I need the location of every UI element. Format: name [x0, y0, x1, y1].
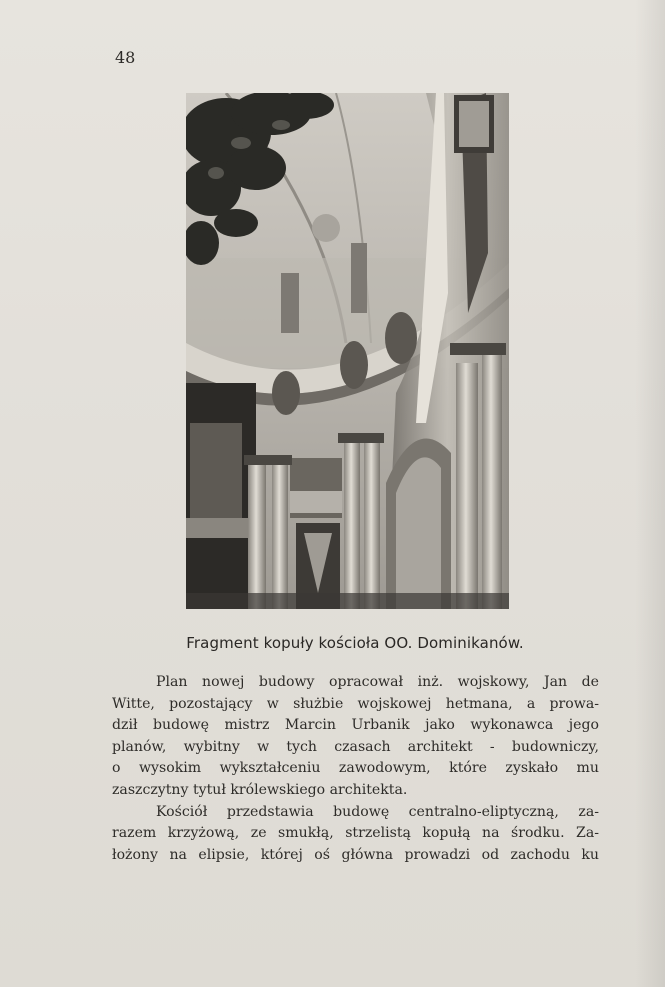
- text-line: zaszczytny tytuł królewskiego architekta.: [112, 781, 408, 798]
- dome-interior-photo: [186, 93, 509, 609]
- text-line: planów, wybitny w tych czasach architekt - budowniczy,: [112, 738, 599, 755]
- body-text: [112, 672, 599, 866]
- text-line: Witte, pozostający w służbie wojskowej hetmana, a prowa-: [112, 695, 599, 712]
- photo-caption: Fragment kopuły kościoła OO. Dominikanów.: [186, 634, 524, 652]
- text-line: dził budowę mistrz Marcin Urbanik jako wykonawca jego: [112, 717, 599, 734]
- text-line: łożony na elipsie, której oś główna prowadzi od zachodu ku: [112, 846, 599, 863]
- text-line: razem krzyżową, ze smukłą, strzelistą kopułą na środku. Za-: [112, 825, 599, 842]
- text-line: o wysokim wykształceniu zawodowym, które zyskało mu: [112, 760, 599, 777]
- page-number: 48: [115, 48, 136, 67]
- text-line: Kościół przedstawia budowę centralno-eliptyczną, za-: [156, 803, 599, 820]
- text-line: Plan nowej budowy opracował inż. wojskowy, Jan de: [156, 674, 599, 690]
